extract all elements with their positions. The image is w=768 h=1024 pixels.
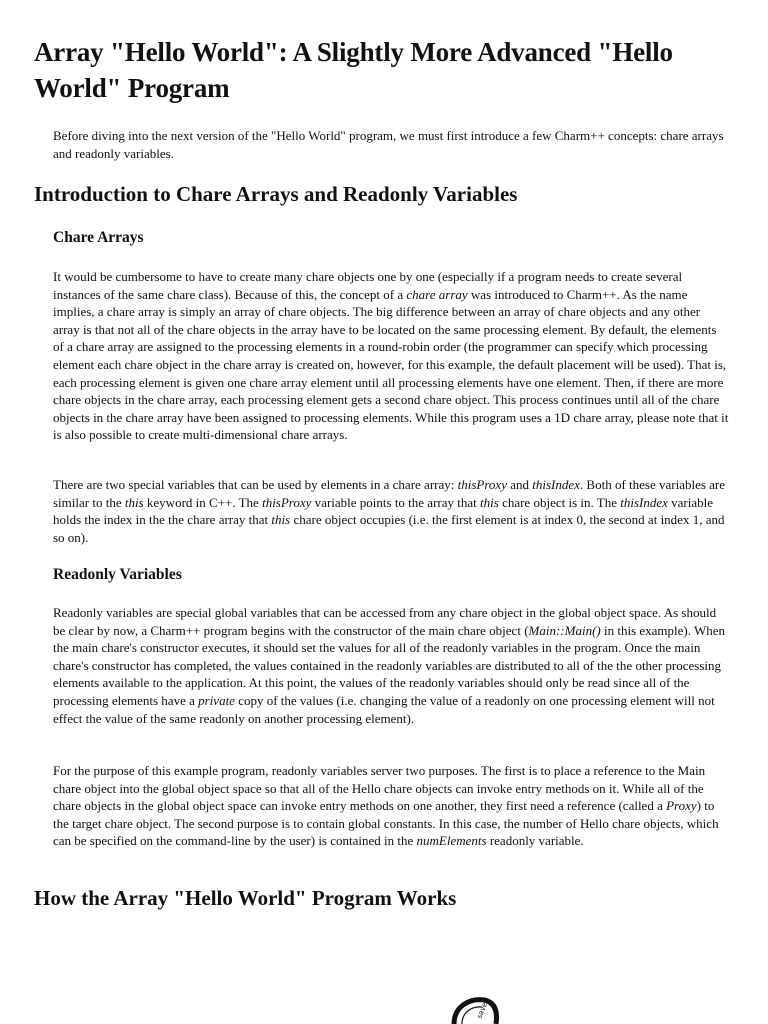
page-title: Array "Hello World": A Slightly More Advanced "Hello World" Program (34, 37, 673, 103)
subheading-chare-arrays: Chare Arrays (53, 229, 144, 246)
section-heading-how-it-works: How the Array "Hello World" Program Works (34, 886, 457, 910)
readonly-paragraph-1: Readonly variables are special global variables that can be accessed from any chare object in the global object space. As should be clear by now, a Charm++ program begins with the constructor of the main chare object (Main::Main() in this example). When the main chare's constructor executes, it should set the values for all of the readonly variables in the program. Once the main chare's constructor has completed, the values contained in the readonly variables are distributed to all of the the other processing elements available to the application. At this point, the values of the readonly variables should only be read since all of the processing elements have a private copy of the values (i.e. changing the value of a readonly on one processing element will not effect the value of the same readonly on another processing element). (53, 605, 726, 726)
chare-arrays-paragraph-1: It would be cumbersome to have to create many chare objects one by one (especially if a program needs to create several instances of the same chare class). Because of this, the concept of a chare array was introduced to Charm++. As the name implies, a chare array is simply an array of chare objects. The big difference between an array of chare objects and any other array is that not all of the chare objects in the array have to be located on the same processing element. By default, the elements of a chare array are assigned to the processing elements in a round-robin order (the programmer can specify which processing element each chare object in the chare array is created on, however, for this example, the default placement will be used). That is, each processing element is given one chare array element until all processing elements have one element. Then, if there are more chare objects in the chare array, each processing element gets a second chare object. This process continues until all of the chare objects in the chare array have been assigned to processing elements. While this program uses a 1D chare array, please note that it is also possible to create multi-dimensional chare arrays. (53, 269, 729, 443)
section-heading-chare-arrays-readonly: Introduction to Chare Arrays and Readonly Variables (34, 182, 518, 206)
intro-paragraph: Before diving into the next version of the "Hello World" program, we must first introduce a few Charm++ concepts: chare arrays and readonly variables. (53, 128, 724, 161)
logo-arc (454, 1000, 497, 1024)
chare-arrays-paragraph-2: There are two special variables that can be used by elements in a chare array: thisProxy and thisIndex. Both of these variables are similar to the this keyword in C++. The thisProxy variable points to the array that this chare object is in. The thisIndex variable holds the index in the the chare array that this chare object occupies (i.e. the first element is at index 0, the second at index 1, and so on). (53, 477, 726, 545)
subheading-readonly-variables: Readonly Variables (53, 566, 182, 583)
logo-text: save (475, 1001, 489, 1020)
save-logo-icon[interactable] (440, 992, 510, 1024)
readonly-paragraph-2: For the purpose of this example program, readonly variables server two purposes. The first is to place a reference to the Main chare object into the global object space so that all of the Hello chare objects can invoke entry methods on it. While all of the chare objects in the global object space can invoke entry methods on one another, they first need a reference (called a Proxy) to the target chare object. The second purpose is to contain global constants. In this case, the number of Hello chare objects, which can be specified on the command-line by the user) is contained in the numElements readonly variable. (53, 763, 719, 849)
